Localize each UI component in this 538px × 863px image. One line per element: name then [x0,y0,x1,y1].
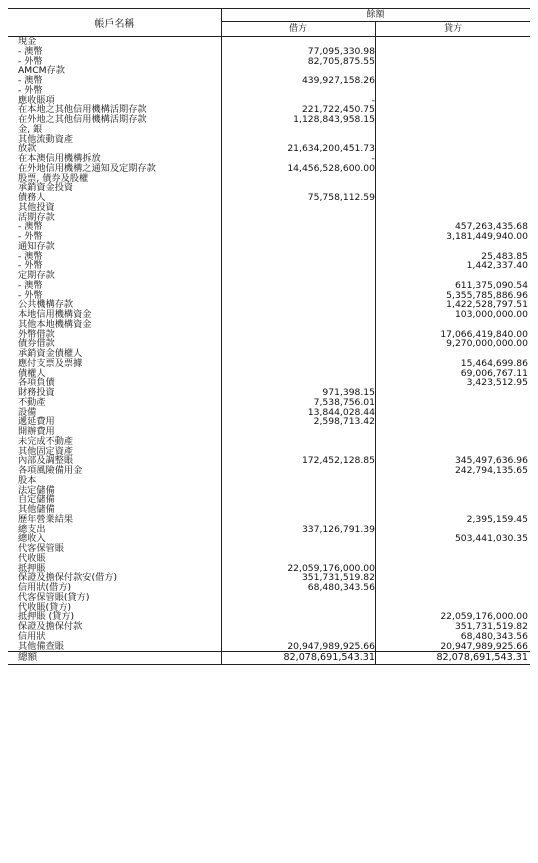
account-label: 放款 [18,143,37,155]
account-label: 總收入 [18,533,46,545]
account-label: 承銷資金債權人 [18,348,83,359]
account-label: - 外幣 [18,84,43,96]
credit-value: 611,375,090.54 [454,279,528,291]
credit-value: 3,423,512.95 [466,377,528,389]
table-body [8,37,530,652]
table-row [8,437,530,447]
account-label: 信用狀(借方) [18,582,72,593]
table-row [8,622,530,632]
account-label: 其他投資 [18,201,55,213]
debit-value: 82,705,875.55 [307,55,375,67]
table-row [8,534,530,544]
account-label: - 外幣 [18,260,43,272]
account-label: 活期存款 [18,211,55,223]
account-label: - 外幣 [18,231,43,242]
account-label: 在本地之其他信用機構活期存款 [18,104,147,116]
account-label: 各項風險備用金 [18,465,83,476]
account-label: 歷年營業結果 [18,513,74,525]
debit-header: 借方 [221,22,376,36]
debit-value: 351,731,519.82 [301,572,375,584]
credit-value: 20,947,989,925.66 [440,640,528,652]
account-label: 債務人 [18,192,46,203]
account-label: 承銷資金投資 [18,182,74,194]
table-row [8,47,530,57]
table-row [8,378,530,388]
table-row [8,476,530,486]
account-label: 自定儲備 [18,494,55,506]
table-row [8,115,530,125]
table-row [8,203,530,213]
table-header [8,8,530,37]
account-label: - 外幣 [18,289,43,301]
debit-value: 2,598,713.42 [313,416,375,428]
table-row [8,466,530,476]
table-row [8,495,530,505]
account-label: 在外地之其他信用機構活期存款 [18,114,147,125]
table-row [8,642,530,652]
debit-value: 68,480,343.56 [307,582,375,593]
account-label: 金, 銀 [18,123,43,135]
table-row [8,135,530,145]
credit-value: 503,441,030.35 [454,533,528,545]
debit-value: - [371,94,375,106]
account-label: 公共機構存款 [18,299,74,311]
table-row [8,612,530,622]
account-label: 債權人 [18,367,46,379]
account-label: - 澳幣 [18,250,43,262]
account-label: 代收賬(貸方) [18,601,72,613]
account-label: 本地信用機構資金 [18,309,92,320]
table-row [8,427,530,437]
account-label: 代客保管賬(貸方) [18,591,90,603]
debit-value: 22,059,176,000.00 [287,562,375,574]
account-label: 遞延費用 [18,416,55,428]
credit-value: 351,731,519.82 [454,621,528,632]
trial-balance-sheet [8,8,530,665]
table-row [8,505,530,515]
account-label: 外幣借款 [18,328,55,340]
debit-value: 21,634,200,451.73 [287,143,375,155]
table-row [8,359,530,369]
account-label: 信用狀 [18,630,46,642]
table-row [8,66,530,76]
debit-value: 13,844,028.44 [307,406,375,418]
debit-value: 1,128,843,958.15 [293,114,375,125]
account-label: 總支出 [18,523,46,535]
account-label: 其他流動資產 [18,133,74,145]
account-label: 保證及擔保付款 [18,621,83,632]
account-label: 財務投資 [18,387,55,398]
account-label: 在外地信用機構之通知及定期存款 [18,162,156,174]
credit-value: 103,000,000.00 [454,309,528,320]
account-label: 抵押賬 [18,562,46,574]
debit-value: 971,398.15 [322,387,375,398]
account-label: 在本澳信用機構拆放 [18,153,101,164]
account-label: - 澳幣 [18,45,43,57]
debit-value: - [371,153,375,164]
account-label: 保證及擔保付款安(借方) [18,572,118,584]
account-label: 現金 [18,36,37,47]
account-label: 定期存款 [18,270,55,281]
debit-value: 20,947,989,925.66 [287,640,375,652]
account-label: 其他固定資產 [18,445,74,457]
account-label: 代客保管賬 [18,543,64,554]
table-row [8,525,530,535]
debit-value: 439,927,158.26 [301,75,375,86]
balance-header: 餘額 [221,9,530,22]
table-row [8,261,530,271]
account-label: AMCM存款 [18,65,65,77]
account-label: 各項負債 [18,377,55,389]
table-row [8,213,530,223]
table-row [8,369,530,379]
account-label: 其他儲備 [18,504,55,515]
table-row [8,37,530,47]
credit-value: 22,059,176,000.00 [440,611,528,623]
table-row [8,57,530,67]
account-label: 未完成不動產 [18,435,74,447]
account-name-header: 帳戶名稱 [8,9,222,36]
account-label: 不動產 [18,396,46,408]
table-row [8,271,530,281]
table-row [8,349,530,359]
account-label: 其他備查賬 [18,640,64,652]
account-label: - 外幣 [18,55,43,67]
column-divider [221,652,222,664]
table-row [8,232,530,242]
table-row [8,398,530,408]
credit-value: 25,483.85 [481,250,528,262]
table-row [8,174,530,184]
table-row [8,417,530,427]
account-label: 開辦費用 [18,426,55,437]
account-label: 代收賬 [18,552,46,564]
table-row [8,183,530,193]
account-label: 應收賬項 [18,94,55,106]
credit-value: 2,395,159.45 [466,513,528,525]
account-label: 債券借款 [18,338,55,350]
table-row [8,593,530,603]
table-row [8,515,530,525]
account-label: 設備 [18,406,37,418]
debit-value: 7,538,756.01 [313,396,375,408]
account-label: - 澳幣 [18,75,43,86]
debit-value: 75,758,112.59 [307,192,375,203]
table-row [8,573,530,583]
table-row [8,193,530,203]
table-row [8,544,530,554]
table-row [8,86,530,96]
credit-value: 1,442,337.40 [466,260,528,272]
account-label: 抵押賬 (貸方) [18,611,75,623]
credit-value: 242,794,135.65 [454,465,528,476]
total-label: 總額 [18,652,38,664]
total-credit: 82,078,691,543.31 [436,652,528,664]
debit-value: 337,126,791.39 [301,523,375,535]
table-row [8,447,530,457]
debit-value: 172,452,128.85 [301,455,375,467]
credit-value: 68,480,343.56 [460,630,528,642]
credit-value: 3,181,449,940.00 [446,231,528,242]
debit-value: 14,456,528,600.00 [287,162,375,174]
credit-value: 69,006,767.11 [460,367,528,379]
account-label: 股本 [18,474,37,486]
credit-value: 1,422,528,797.51 [446,299,528,311]
total-debit: 82,078,691,543.31 [283,652,375,664]
table-row [8,408,530,418]
table-row [8,242,530,252]
account-label: - 澳幣 [18,279,43,291]
credit-value: 17,066,419,840.00 [440,328,528,340]
table-row [8,554,530,564]
account-label: - 澳幣 [18,221,43,233]
debit-value: 77,095,330.98 [307,45,375,57]
table-row [8,388,530,398]
table-row [8,252,530,262]
account-label: 應付支票及票據 [18,357,83,369]
credit-value: 15,464,699.86 [460,357,528,369]
table-row [8,486,530,496]
table-row [8,76,530,86]
table-row [8,339,530,349]
credit-value: 5,355,785,886.96 [446,289,528,301]
account-label: 內部及調整賬 [18,455,74,467]
account-label: 法定儲備 [18,484,55,496]
account-label: 通知存款 [18,240,55,252]
table-row [8,456,530,466]
column-divider [375,652,376,664]
table-row [8,125,530,135]
account-label: 股票, 債券及股權 [18,172,89,184]
credit-value: 457,263,435.68 [454,221,528,233]
debit-value: 221,722,450.75 [301,104,375,116]
credit-value: 9,270,000,000.00 [446,338,528,350]
credit-header: 貸方 [443,24,462,34]
total-row [8,652,530,665]
credit-value: 345,497,636.96 [454,455,528,467]
account-label: 其他本地機構資金 [18,318,92,330]
